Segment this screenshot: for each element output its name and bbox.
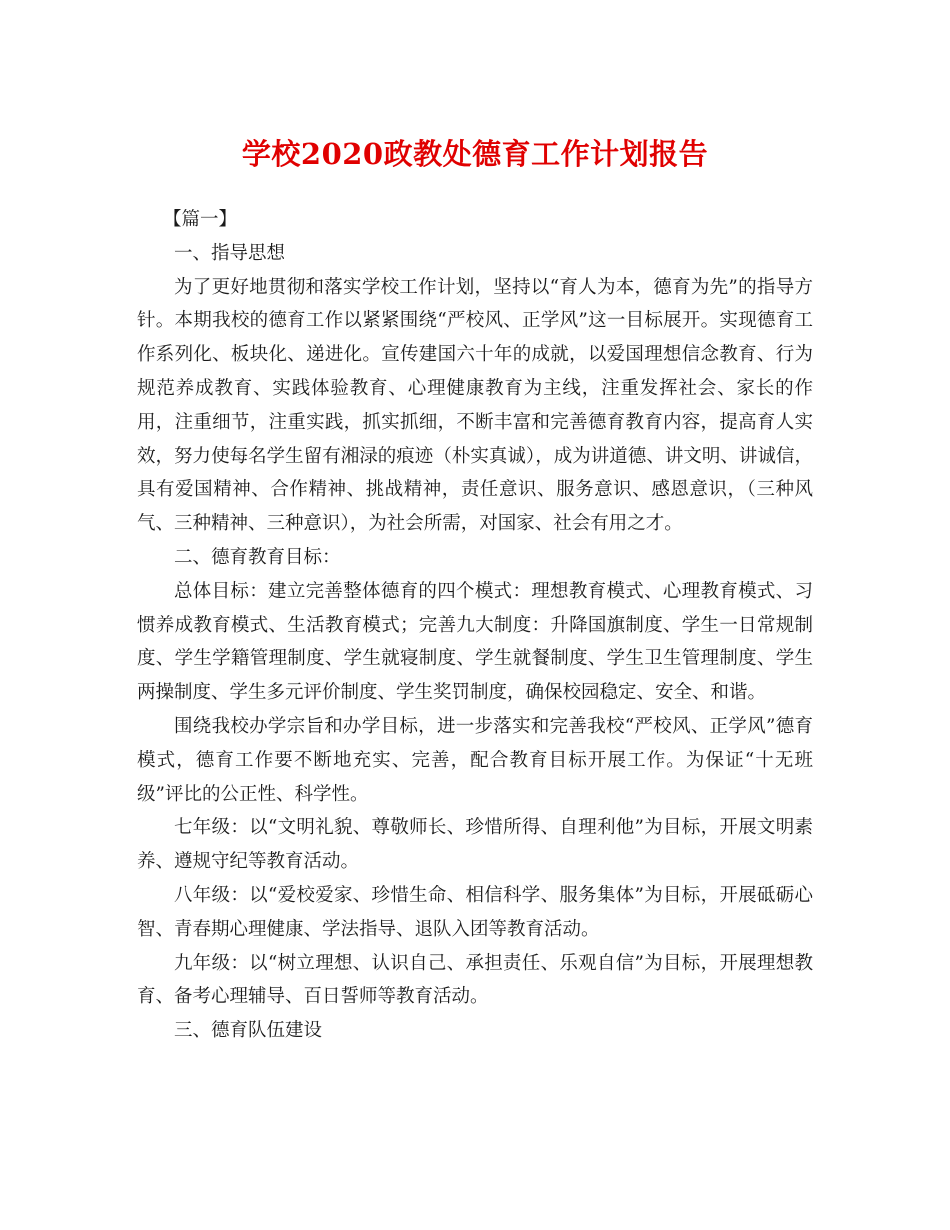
section-marker: 【篇一】	[163, 209, 238, 230]
paragraph-overall-goal: 总体目标：建立完善整体德育的四个模式：理想教育模式、心理教育模式、习惯养成教育模式、生活教育模式；完善九大制度：升降国旗制度、学生一日常规制度、学生学籍管理制度、学生就寝制度、学生就餐制度、学生卫生管理制度、学生两操制度、学生多元评价制度、学生奖罚制度，确保校园稳定、安全、和谐。	[137, 580, 813, 704]
document-title: 学校2020政教处德育工作计划报告	[241, 137, 709, 171]
paragraph-grade-seven: 七年级：以“文明礼貌、尊敬师长、珍惜所得、自理利他”为目标，开展文明素养、遵规守纪等教育活动。	[137, 817, 813, 873]
paragraph-grade-nine: 九年级：以“树立理想、认识自己、承担责任、乐观自信”为目标，开展理想教育、备考心理辅导、百日誓师等教育活动。	[137, 952, 813, 1008]
heading-team-building: 三、德育队伍建设	[174, 1020, 323, 1042]
document-body	[137, 203, 813, 1048]
heading-guiding-thought: 一、指导思想	[174, 242, 286, 264]
paragraph-guiding-thought: 为了更好地贯彻和落实学校工作计划，坚持以“育人为本，德育为先”的指导方针。本期我校的德育工作以紧紧围绕“严校风、正学风”这一目标展开。实现德育工作系列化、板块化、递进化。宣传建国六十年的成就，以爱国理想信念教育、行为规范养成教育、实践体验教育、心理健康教育为主线，注重发挥社会、家长的作用，注重细节，注重实践，抓实抓细，不断丰富和完善德育教育内容，提高育人实效，努力使每名学生留有湘渌的痕迹（朴实真诚），成为讲道德、讲文明、讲诚信，具有爱国精神、合作精神、挑战精神，责任意识、服务意识、感恩意识，（三种风气、三种精神、三种意识），为社会所需，对国家、社会有用之才。	[137, 276, 813, 535]
paragraph-grade-eight: 八年级：以“爱校爱家、珍惜生命、相信科学、服务集体”为目标，开展砥砺心智、青春期心理健康、学法指导、退队入团等教育活动。	[137, 884, 813, 940]
heading-education-goals: 二、德育教育目标：	[174, 546, 341, 568]
paragraph-school-mission: 围绕我校办学宗旨和办学目标，进一步落实和完善我校“严校风、正学风”德育模式，德育工作要不断地充实、完善，配合教育目标开展工作。为保证“十无班级”评比的公正性、科学性。	[137, 715, 813, 805]
